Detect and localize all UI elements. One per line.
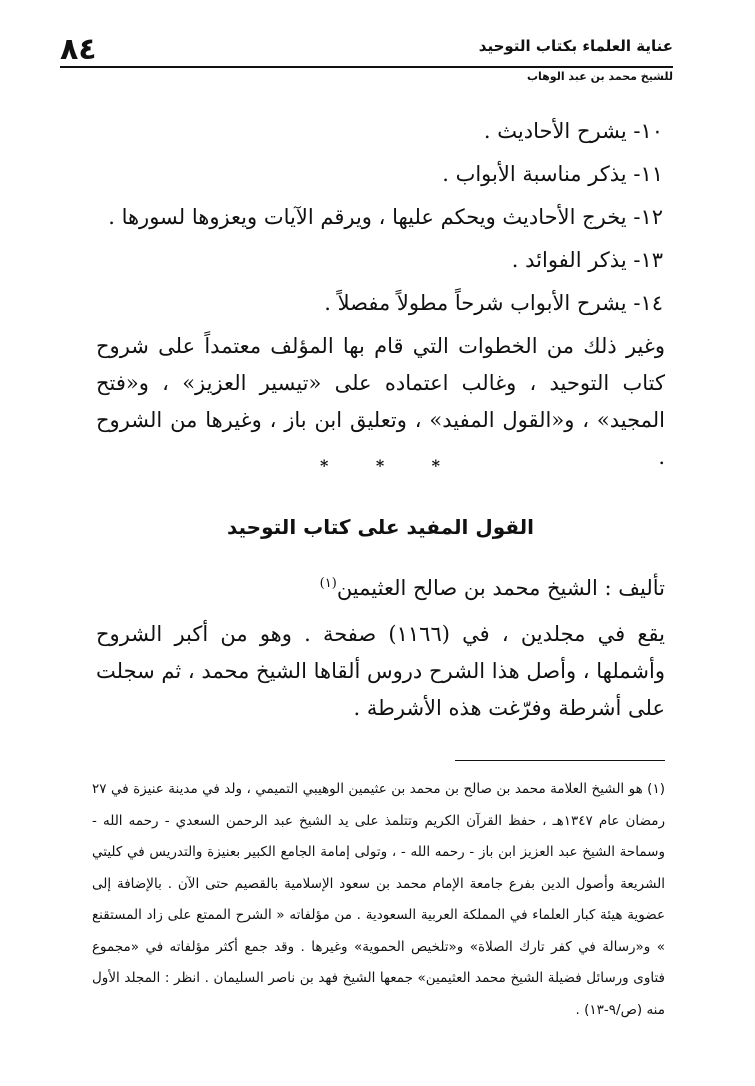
separator-star: * — [431, 456, 440, 475]
list-item: ١٤- يشرح الأبواب شرحاً مطولاً مفصلاً . — [324, 291, 663, 315]
list-item: ١٠- يشرح الأحاديث . — [483, 119, 663, 143]
running-subtitle: للشيخ محمد بن عبد الوهاب — [526, 70, 673, 83]
footnote-marker: (١) — [319, 576, 337, 591]
author-line — [320, 566, 665, 606]
footnote-rule — [455, 760, 665, 761]
header-rule — [60, 66, 673, 68]
list-item: ١٢- يخرج الأحاديث ويحكم عليها ، ويرقم الآيات ويعزوها لسورها . — [108, 205, 663, 229]
section-separator — [320, 456, 440, 475]
footnote: (١) هو الشيخ العلامة محمد بن صالح بن محمد بن عثيمين الوهيبي التميمي ، ولد في مدينة عنيزة في ٢٧ رمضان عام ١٣٤٧هـ ، حفظ القرآن الكريم وتتلمذ على يد الشيخ عبد الرحمن السعدي - رحمه الله - وسماحة الشيخ عبد العزيز ابن باز - رحمه الله - ، وتولى إمامة الجامع الكبير بعنيزة والتدريس في كليتي الشريعة وأصول الدين بفرع جامعة الإمام محمد بن سعود الإسلامية بالقصيم حتى الآن . بالإضافة إلى عضوية هيئة كبار العلماء في المملكة العربية السعودية . من مؤلفاته « الشرح الممتع على زاد المستقنع » و«رسالة في كفر تارك الصلاة» و«تلخيص الحموية» وغيرها . وقد جمع أكثر مؤلفاته في «مجموع فتاوى ورسائل فضيلة الشيخ محمد العثيمين» جمعها الشيخ فهد بن ناصر السليمان . انظر : المجلد الأول منه (ص/٩-١٣) . — [92, 781, 665, 1018]
list-item: ١٣- يذكر الفوائد . — [511, 248, 663, 272]
paragraph-description: يقع في مجلدين ، في (١١٦٦) صفحة . وهو من أكبر الشروح وأشملها ، وأصل هذا الشرح دروس ألقاها الشيخ محمد ، ثم سجلت على أشرطة وفرّغت هذه الأشرطة . — [96, 622, 666, 720]
section-title: القول المفيد على كتاب التوحيد — [226, 515, 535, 539]
page-number: ٨٤ — [60, 32, 97, 67]
page-header — [60, 30, 673, 90]
steps-list — [96, 110, 663, 325]
separator-star: * — [375, 456, 385, 475]
separator-star: * — [320, 456, 329, 475]
paragraph-summary: وغير ذلك من الخطوات التي قام بها المؤلف معتمداً على شروح كتاب التوحيد ، وغالب اعتماده على «تيسير العزيز» ، و«فتح المجيد» ، و«القول المفيد» ، وتعليق ابن باز ، وغيرها من الشروح . — [96, 334, 665, 469]
running-title: عناية العلماء بكتاب التوحيد — [478, 37, 673, 55]
author-text: تأليف : الشيخ محمد بن صالح العثيمين — [336, 576, 665, 600]
list-item: ١١- يذكر مناسبة الأبواب . — [442, 162, 663, 186]
